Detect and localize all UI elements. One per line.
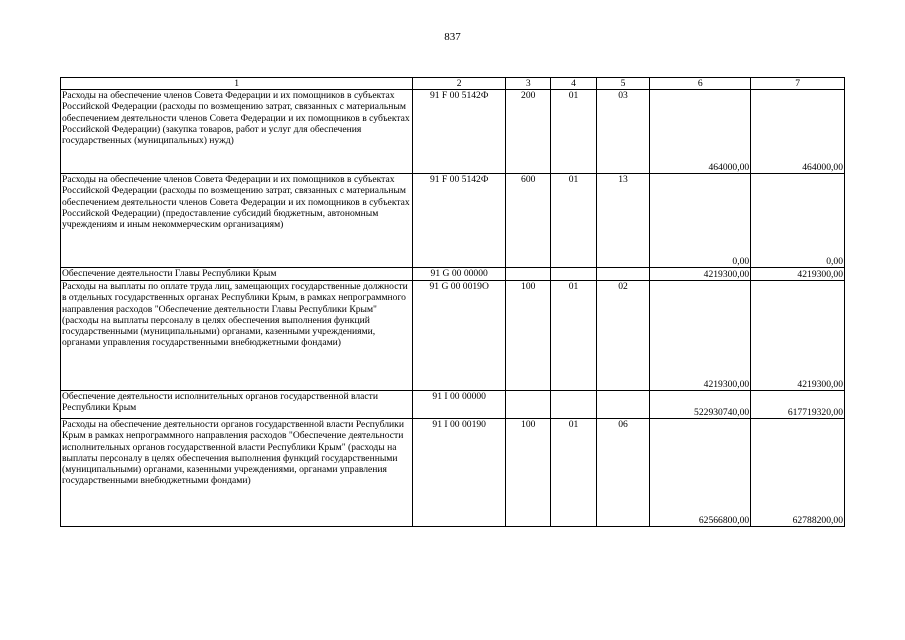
column-header: 7	[751, 78, 845, 90]
column-header: 2	[413, 78, 506, 90]
row-sum-1: 464000,00	[650, 90, 751, 174]
row-sum-2: 0,00	[751, 174, 845, 268]
column-header: 1	[61, 78, 413, 90]
row-rz	[551, 268, 596, 281]
row-sum-1: 522930740,00	[650, 391, 751, 419]
row-vr	[506, 268, 551, 281]
row-pr: 03	[596, 90, 650, 174]
table-row	[61, 419, 845, 527]
row-vr: 100	[506, 419, 551, 527]
row-name: Расходы на обеспечение деятельности органов государственной власти Республики Крым в рамках непрограммного направления расходов "Обеспечение деятельности исполнительных органов государственной власти Республики Крым" (расходы на выплаты персоналу в целях обеспечения выполнения функций государственными (муниципальными) органами, казенными учреждениями, органами управления государственными внебюджетными фондами)	[61, 419, 413, 527]
table-row	[61, 90, 845, 174]
row-sum-2: 464000,00	[751, 90, 845, 174]
page-number: 837	[444, 31, 461, 43]
table-row	[61, 391, 845, 419]
row-pr	[596, 268, 650, 281]
row-vr	[506, 391, 551, 419]
column-header: 6	[650, 78, 751, 90]
row-vr: 200	[506, 90, 551, 174]
budget-table	[60, 77, 845, 527]
row-name: Обеспечение деятельности Главы Республики Крым	[61, 268, 413, 281]
row-rz: 01	[551, 90, 596, 174]
row-code: 91 I 00 00000	[413, 391, 506, 419]
table-row	[61, 174, 845, 268]
row-rz: 01	[551, 281, 596, 391]
row-code: 91 G 00 00000	[413, 268, 506, 281]
row-name: Расходы на обеспечение членов Совета Федерации и их помощников в субъектах Российской Федерации (расходы по возмещению затрат, связанных с материальным обеспечением деятельности членов Совета Федерации и их помощников в субъектах Российской Федерации) (предоставление субсидий бюджетным, автономным учреждениям и иным некоммерческим организациям)	[61, 174, 413, 268]
row-sum-1: 62566800,00	[650, 419, 751, 527]
row-code: 91 F 00 5142Ф	[413, 174, 506, 268]
row-pr	[596, 391, 650, 419]
row-name: Расходы на обеспечение членов Совета Федерации и их помощников в субъектах Российской Федерации (расходы по возмещению затрат, связанных с материальным обеспечением деятельности членов Совета Федерации и их помощников в субъектах Российской Федерации) (закупка товаров, работ и услуг для обеспечения государственных (муниципальных) нужд)	[61, 90, 413, 174]
row-sum-2: 617719320,00	[751, 391, 845, 419]
row-vr: 600	[506, 174, 551, 268]
row-sum-1: 4219300,00	[650, 268, 751, 281]
table-row	[61, 268, 845, 281]
row-code: 91 F 00 5142Ф	[413, 90, 506, 174]
row-name: Обеспечение деятельности исполнительных органов государственной власти Республики Крым	[61, 391, 413, 419]
table-header-row	[61, 78, 845, 90]
table-row	[61, 281, 845, 391]
column-header: 4	[551, 78, 596, 90]
row-rz: 01	[551, 419, 596, 527]
row-sum-2: 4219300,00	[751, 281, 845, 391]
row-sum-2: 62788200,00	[751, 419, 845, 527]
row-pr: 02	[596, 281, 650, 391]
row-sum-2: 4219300,00	[751, 268, 845, 281]
row-pr: 13	[596, 174, 650, 268]
row-name: Расходы на выплаты по оплате труда лиц, замещающих государственные должности в отдельных государственных органах Республики Крым, в рамках непрограммного направления расходов "Обеспечение деятельности Главы Республики Крым" (расходы на выплаты персоналу в целях обеспечения выполнения функций государственными (муниципальными) органами, казенными учреждениями, органами управления государственными внебюджетными фондами)	[61, 281, 413, 391]
row-vr: 100	[506, 281, 551, 391]
row-code: 91 G 00 0019О	[413, 281, 506, 391]
row-code: 91 I 00 00190	[413, 419, 506, 527]
column-header: 3	[506, 78, 551, 90]
row-rz	[551, 391, 596, 419]
row-rz: 01	[551, 174, 596, 268]
row-sum-1: 0,00	[650, 174, 751, 268]
column-header: 5	[596, 78, 650, 90]
row-sum-1: 4219300,00	[650, 281, 751, 391]
row-pr: 06	[596, 419, 650, 527]
